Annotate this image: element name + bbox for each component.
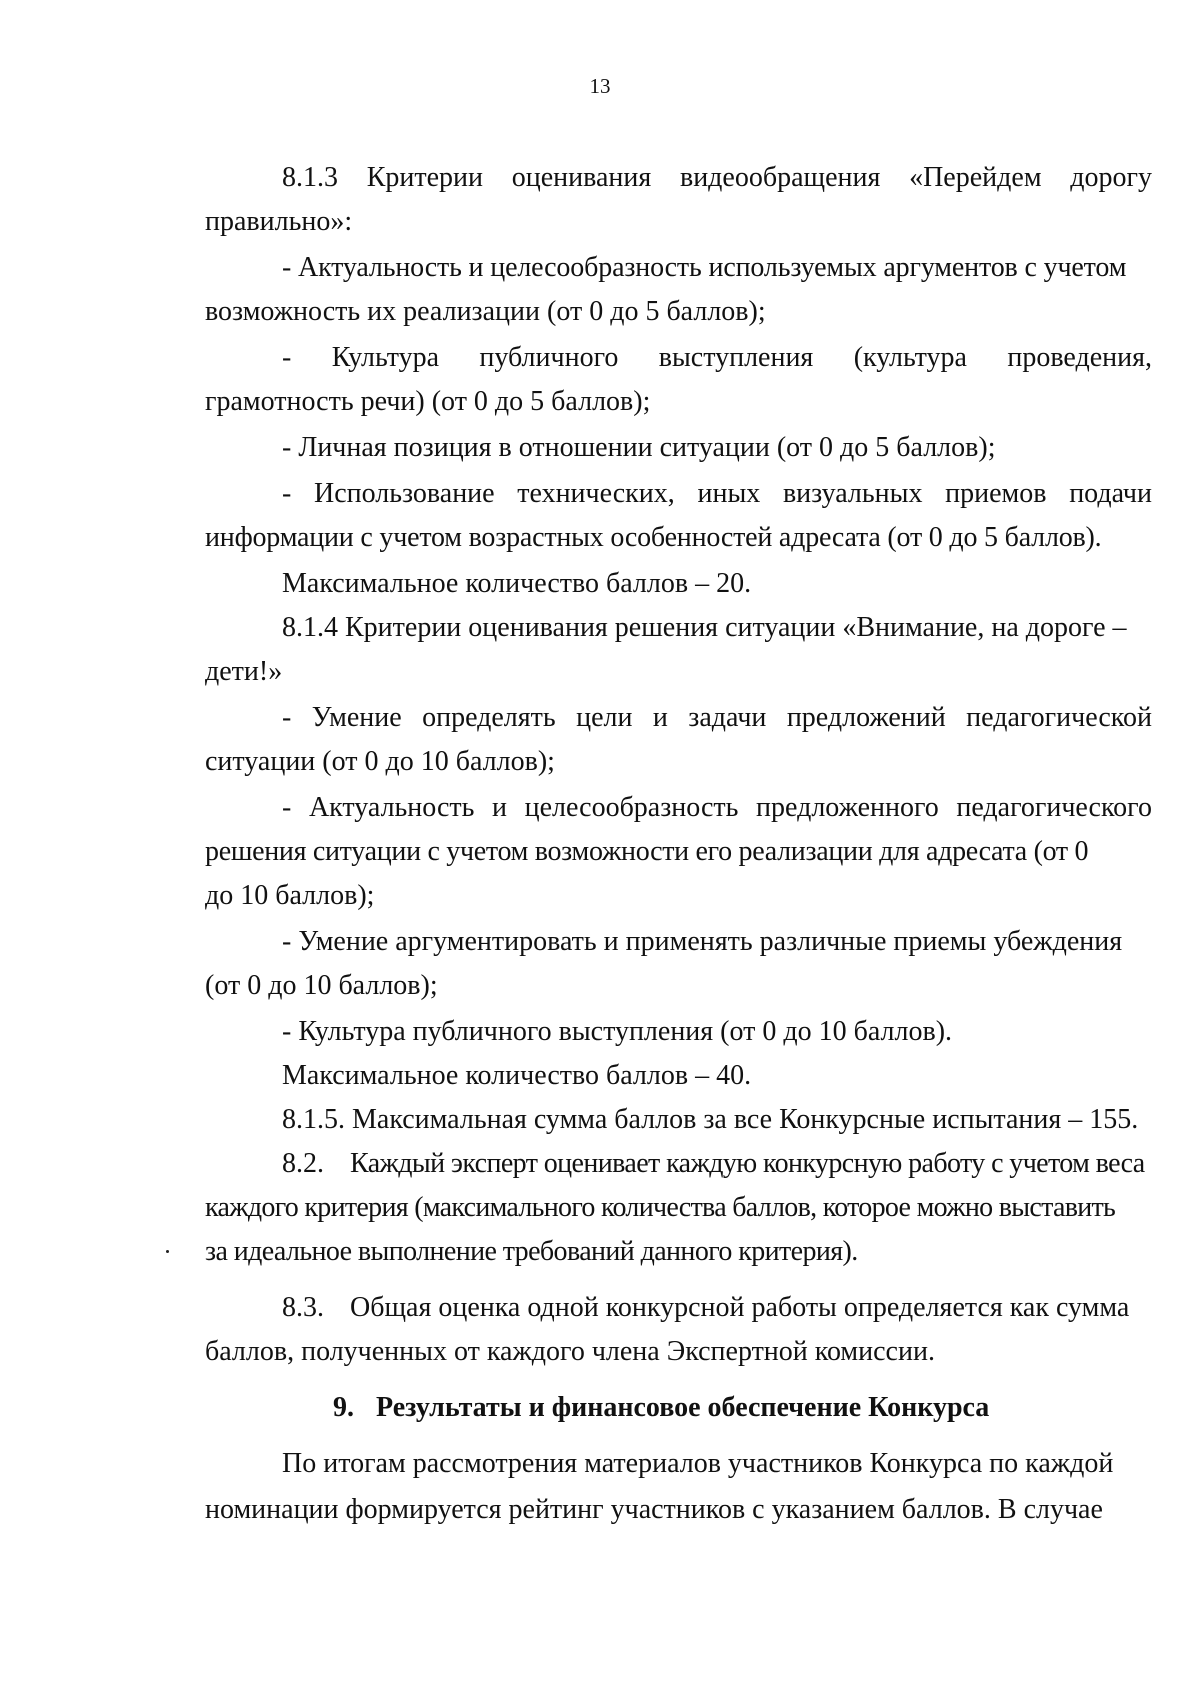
section-9-number: 9.: [333, 1392, 354, 1423]
section-8-1-3-item1-line2: возможность их реализации (от 0 до 5 баллов);: [205, 296, 766, 327]
word: Культура: [331, 342, 440, 373]
section-8-1-3-item4-line2: информации с учетом возрастных особенностей адресата (от 0 до 5 баллов).: [205, 522, 1102, 553]
section-8-1-4-item1-line1: [282, 700, 1152, 736]
section-8-1-4-max: Максимальное количество баллов – 40.: [282, 1060, 752, 1091]
word: визуальных: [782, 478, 923, 509]
section-8-1-4-item4-line1: - Культура публичного выступления (от 0 до 10 баллов).: [282, 1016, 953, 1047]
word: Критерии: [366, 162, 484, 193]
word: -: [282, 478, 292, 509]
scan-dot-mark: [166, 1250, 169, 1253]
section-8-1-4-item2-line3: до 10 баллов);: [205, 880, 375, 911]
word: предложенного: [756, 792, 939, 823]
word: задачи: [688, 702, 767, 733]
section-8-1-3-item2-line1: [282, 340, 1152, 376]
section-8-1-4-item1-line2: ситуации (от 0 до 10 баллов);: [205, 746, 555, 777]
section-8-1-3-item3-line1: - Личная позиция в отношении ситуации (от 0 до 5 баллов);: [282, 432, 996, 463]
section-8-1-4-item2-line2: решения ситуации с учетом возможности его реализации для адресата (от 0: [205, 836, 1089, 867]
word: педагогического: [956, 792, 1152, 823]
section-8-1-3-title-line2: правильно»:: [205, 206, 353, 237]
word: педагогической: [966, 702, 1152, 733]
section-8-1-3-item2-line2: грамотность речи) (от 0 до 5 баллов);: [205, 386, 651, 417]
word: технических,: [517, 478, 675, 509]
section-8-2-line2: каждого критерия (максимального количества баллов, которое можно выставить: [205, 1192, 1116, 1223]
word: цели: [576, 702, 633, 733]
section-8-1-5: 8.1.5. Максимальная сумма баллов за все Конкурсные испытания – 155.: [282, 1104, 1139, 1135]
section-9-line1: По итогам рассмотрения материалов участников Конкурса по каждой: [282, 1448, 1114, 1479]
word: определять: [422, 702, 556, 733]
section-8-1-3-item1-line1: - Актуальность и целесообразность используемых аргументов с учетом: [282, 252, 1127, 283]
word: Умение: [311, 702, 402, 733]
word: -: [282, 702, 292, 733]
word: -: [282, 342, 292, 373]
section-9-line2: номинации формируется рейтинг участников с указанием баллов. В случае: [205, 1494, 1103, 1525]
word: Актуальность: [308, 792, 475, 823]
word: и: [652, 702, 668, 733]
section-8-1-3-item4-line1: [282, 476, 1152, 512]
section-8-1-4-item3-line2: (от 0 до 10 баллов);: [205, 970, 438, 1001]
word: видеообращения: [679, 162, 881, 193]
word: иных: [697, 478, 761, 509]
section-8-1-4-title-line2: дети!»: [205, 656, 283, 687]
section-8-2-line1: Каждый эксперт оценивает каждую конкурсную работу с учетом веса: [350, 1148, 1145, 1179]
word: приемов: [945, 478, 1047, 509]
word: «Перейдем: [909, 162, 1042, 193]
section-8-2-number: 8.2.: [282, 1148, 324, 1179]
word: -: [282, 792, 292, 823]
word: Использование: [314, 478, 495, 509]
section-8-3-line2: баллов, полученных от каждого члена Экспертной комиссии.: [205, 1336, 935, 1367]
section-8-1-3-title-line1: [282, 160, 1152, 196]
word: подачи: [1069, 478, 1152, 509]
section-8-2-line3: за идеальное выполнение требований данного критерия).: [205, 1236, 858, 1267]
section-8-3-line1: Общая оценка одной конкурсной работы определяется как сумма: [350, 1292, 1130, 1323]
page-number: 13: [589, 74, 611, 98]
word: 8.1.3: [282, 162, 338, 193]
word: проведения,: [1007, 342, 1152, 373]
section-8-1-4-item2-line1: [282, 790, 1152, 826]
section-9-heading: [333, 1390, 989, 1426]
section-8-3-number: 8.3.: [282, 1292, 324, 1323]
word: дорогу: [1070, 162, 1152, 193]
word: и: [492, 792, 508, 823]
word: (культура: [853, 342, 967, 373]
section-8-1-4-item3-line1: - Умение аргументировать и применять различные приемы убеждения: [282, 926, 1123, 957]
word: оценивания: [511, 162, 652, 193]
word: целесообразность: [524, 792, 739, 823]
word: выступления: [658, 342, 814, 373]
section-9-title: Результаты и финансовое обеспечение Конкурса: [376, 1392, 990, 1423]
word: предложений: [786, 702, 946, 733]
section-8-1-4-title-line1: 8.1.4 Критерии оценивания решения ситуации «Внимание, на дороге –: [282, 612, 1127, 643]
word: публичного: [479, 342, 619, 373]
section-8-1-3-max: Максимальное количество баллов – 20.: [282, 568, 752, 599]
